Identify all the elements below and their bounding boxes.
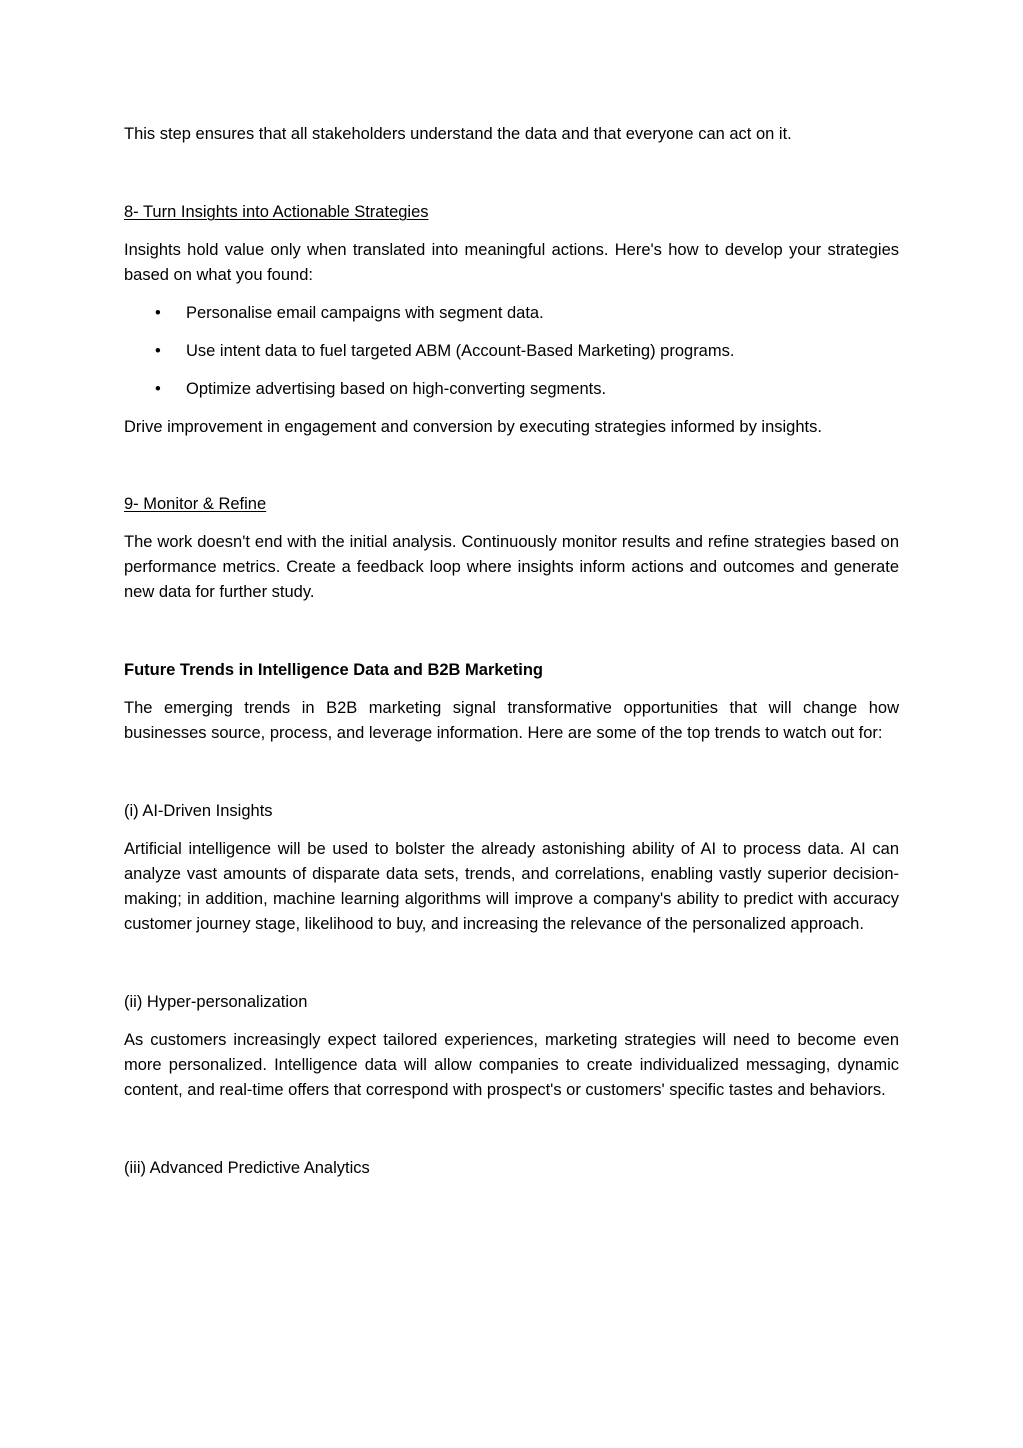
- intro-paragraph: This step ensures that all stakeholders understand the data and that everyone can act on it.: [124, 125, 792, 143]
- section-8-closing: Drive improvement in engagement and conversion by executing strategies informed by insights.: [124, 418, 822, 436]
- list-item: [124, 377, 899, 402]
- trend-2-heading: (ii) Hyper-personalization: [124, 993, 308, 1011]
- trend-3-heading: (iii) Advanced Predictive Analytics: [124, 1159, 370, 1177]
- trend-1-heading: (i) AI-Driven Insights: [124, 802, 273, 820]
- section-8-heading: 8- Turn Insights into Actionable Strategies: [124, 203, 429, 221]
- trend-2-body: As customers increasingly expect tailored experiences, marketing strategies will need to become even more personalized. Intelligence data will allow companies to create individualized messaging, dynamic content, and real-time offers that correspond with prospect's or customers' specific tastes and behaviors.: [124, 1031, 899, 1099]
- list-item: [124, 301, 899, 326]
- list-item-text: Personalise email campaigns with segment data.: [186, 304, 544, 322]
- future-trends-body: The emerging trends in B2B marketing signal transformative opportunities that will change how businesses source, process, and leverage information. Here are some of the top trends to watch out for:: [124, 699, 899, 742]
- list-item: [124, 339, 899, 364]
- list-item-text: Optimize advertising based on high-converting segments.: [186, 380, 607, 398]
- future-trends-heading: Future Trends in Intelligence Data and B2B Marketing: [124, 661, 543, 679]
- trend-1-body: Artificial intelligence will be used to bolster the already astonishing ability of AI to process data. AI can analyze vast amounts of disparate data sets, trends, and correlations, enabling vastly superior decision-making; in addition, machine learning algorithms will improve a company's ability to predict with accuracy customer journey stage, likelihood to buy, and increasing the relevance of the personalized approach.: [124, 840, 899, 933]
- bullet-icon: •: [155, 380, 161, 398]
- document-page: [124, 122, 899, 1181]
- section-9-heading: 9- Monitor & Refine: [124, 495, 267, 513]
- section-8-bullet-list: [124, 301, 899, 402]
- section-8-body: Insights hold value only when translated into meaningful actions. Here's how to develop your strategies based on what you found:: [124, 241, 899, 284]
- list-item-text: Use intent data to fuel targeted ABM (Account-Based Marketing) programs.: [186, 342, 735, 360]
- bullet-icon: •: [155, 342, 161, 360]
- bullet-icon: •: [155, 304, 161, 322]
- section-9-body: The work doesn't end with the initial analysis. Continuously monitor results and refine strategies based on performance metrics. Create a feedback loop where insights inform actions and outcomes and generate new data for further study.: [124, 533, 899, 601]
